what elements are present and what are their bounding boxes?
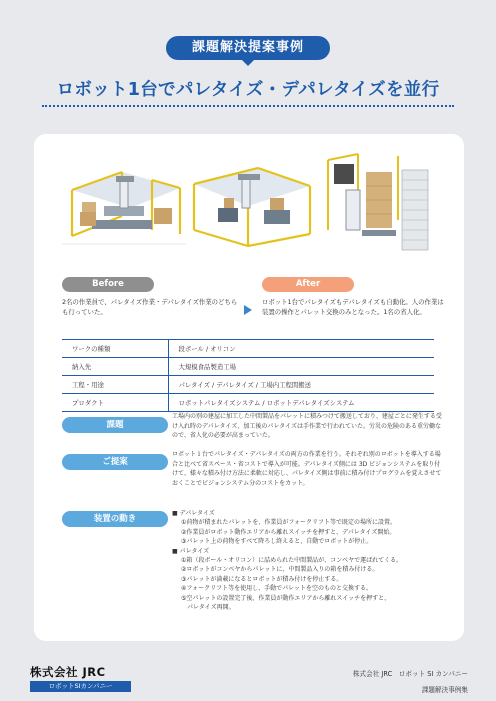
spec-key: プロダクト [62, 394, 168, 412]
spec-row [62, 376, 434, 394]
proposal-text: ロボット１台でパレタイズ・デパレタイズの両方の作業を行う。それぞれ別のロボットを導入する場合と比べて省スペース・省コストで導入が可能。デパレタイズ側には 3D ビジョンシステムを取り付けて、様々な積み付け方法に柔軟に対応し、パレタイズ側は事前に積み付けプログラムを覚えさせておくことでビジョンシステム分のコストをカット。 [172, 451, 442, 487]
spec-value: ロボットパレタイズシステム / ロボットデパレタイズシステム [168, 394, 434, 412]
robot-cell-photo-2 [188, 150, 314, 254]
after-text: ロボット1台でパレタイズもデパレタイズも自動化。人の作業は装置の操作とパレット交換のみとなった。1名の省人化。 [262, 298, 444, 316]
motion-step: ③パレット上の荷物をすべて降ろし終えると、自動でロボットが停止。 [181, 538, 373, 546]
motion-step: ③パレットが満載になるとロボットが積み付けを停止する。 [181, 575, 343, 583]
proposal-label: ご提案 [62, 454, 168, 470]
spec-table [62, 339, 434, 412]
motion-heading: ■ パレタイズ [172, 547, 210, 555]
before-text: 2名の作業員で、パレタイズ作業・デパレタイズ作業のどちらも行っていた。 [62, 298, 238, 316]
division-badge: ロボットSIカンパニー [30, 681, 131, 692]
spec-key: 納入先 [62, 358, 168, 376]
title-divider [42, 105, 454, 107]
robot-cell-photo-1 [62, 150, 186, 254]
issue-text: 工場内の別の建屋に加工した中間製品をパレットに積みつけて搬送しており、建屋ごとに発生する受け入れ時のデパレタイズ、加工後のパレタイズは手作業で行われていた。労災の危険のある重労働なので、省人化の必要が高まっていた。 [172, 413, 442, 440]
motion-step: ②作業員がロボット動作エリアから離れスイッチを押すと、デパレタイズ開始。 [181, 528, 396, 536]
motion-step: パレタイズ再開。 [187, 604, 235, 612]
spec-value: 大規模食品製造工場 [168, 358, 434, 376]
spec-value: 段ボール / オリコン [168, 340, 434, 358]
motion-step: ①箱（段ボール・オリコン）に詰められた中間製品が、コンベヤで運ばれてくる。 [181, 557, 403, 565]
robot-cell-photo-3 [318, 150, 436, 254]
motion-label: 装置の動き [62, 511, 168, 527]
header-badge: 課題解決提案事例 [166, 36, 330, 60]
company-logo: 株式会社 JRC [30, 665, 106, 679]
motion-steps [172, 509, 442, 612]
spec-value: パレタイズ / デパレタイズ / 工場内工程間搬送 [168, 376, 434, 394]
spec-row [62, 340, 434, 358]
arrow-right-icon [244, 305, 252, 315]
spec-key: ワークの種類 [62, 340, 168, 358]
footer-collection: 課題解決事例集 [421, 686, 468, 694]
footer-company: 株式会社 JRC ロボット SI カンパニー [352, 670, 468, 678]
spec-row [62, 394, 434, 412]
spec-row [62, 358, 434, 376]
spec-key: 工程・用途 [62, 376, 168, 394]
motion-step: ①荷物が積まれたパレットを、作業員がフォークリフト等で既定の場所に設置。 [181, 519, 397, 527]
motion-step: ⑤空パレットの設置完了後、作業員が動作エリアから離れスイッチを押すと、 [181, 594, 391, 602]
issue-label: 課題 [62, 417, 168, 433]
motion-heading: ■ デパレタイズ [172, 510, 215, 517]
after-label: After [262, 277, 354, 292]
motion-step: ②ロボットがコンベヤからパレットに、中間製品入りの箱を積み付ける。 [181, 566, 379, 574]
motion-step: ④フォークリフト等を使用し、手動でパレットを空のものと交換する。 [181, 585, 373, 593]
page-title: ロボット1台でパレタイズ・デパレタイズを並行 [56, 80, 440, 100]
before-label: Before [62, 277, 154, 292]
